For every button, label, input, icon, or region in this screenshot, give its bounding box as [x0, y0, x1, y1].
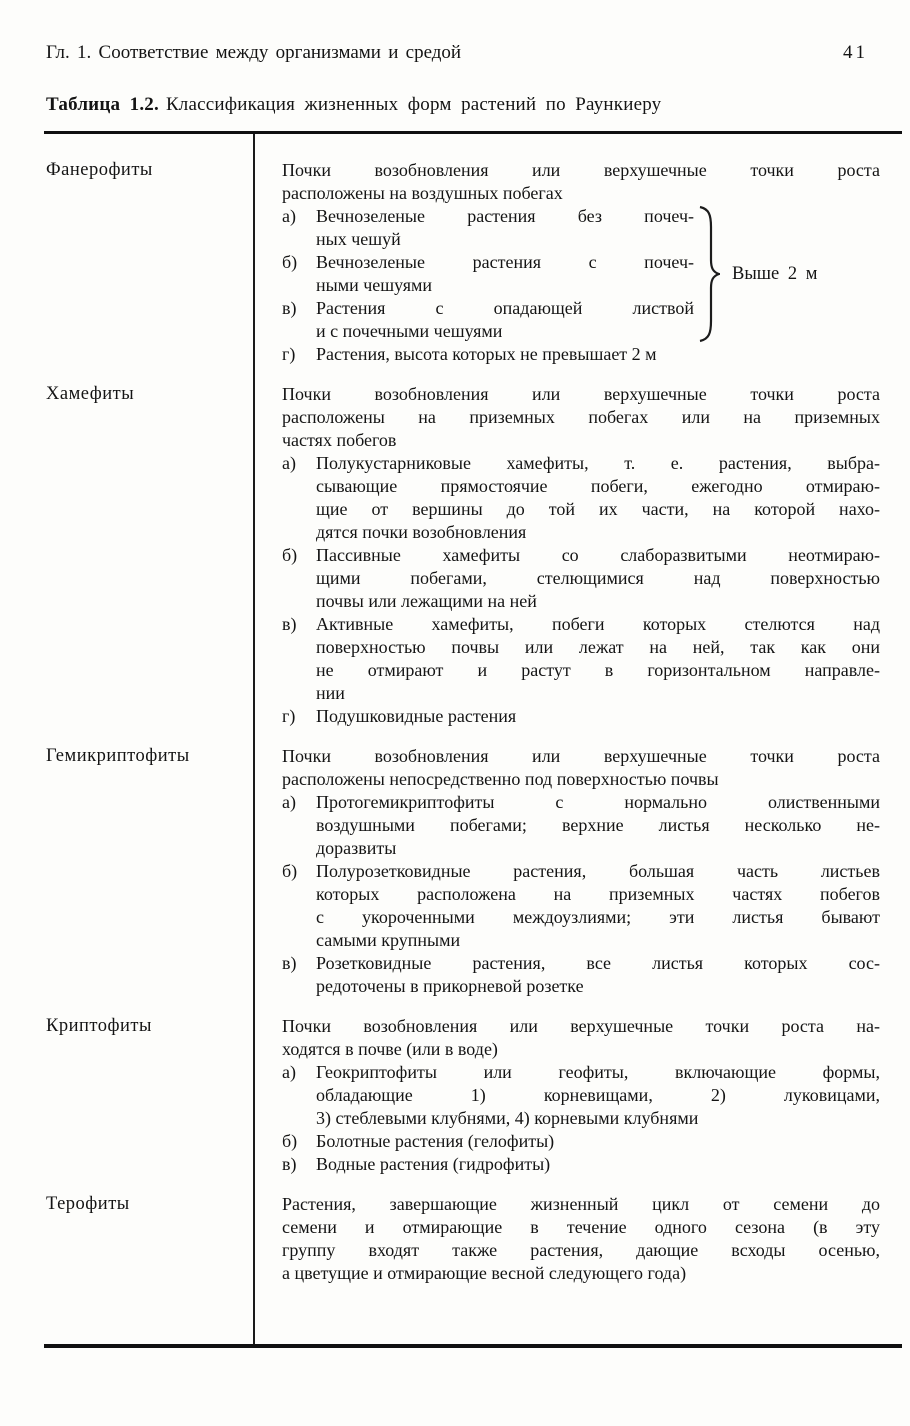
- item-marker: а): [282, 453, 296, 473]
- item-text: [316, 1153, 880, 1176]
- page-number: 41: [843, 42, 868, 63]
- chapter-heading: Гл. 1. Соответствие между организмами и средой: [46, 42, 462, 63]
- text-line: Растения, высота которых не превышает 2 м: [316, 344, 657, 364]
- item-text: [316, 613, 880, 705]
- item-text: [316, 297, 694, 343]
- paragraph: [282, 159, 880, 205]
- item-marker: в): [282, 1154, 297, 1174]
- text-line: семени и отмирающие в течение одного сезона (в эту: [282, 1217, 880, 1237]
- list-item: [282, 1061, 880, 1130]
- text-line: частях побегов: [282, 430, 397, 450]
- text-line: Вечнозеленые растения с почеч-: [316, 252, 694, 272]
- text-line: группу входят также растения, дающие всходы осенью,: [282, 1240, 880, 1260]
- list-item: [282, 544, 880, 613]
- item-marker: в): [282, 614, 297, 634]
- text-line: Активные хамефиты, побеги которых стелются над: [316, 614, 880, 634]
- text-line: не отмирают и растут в горизонтальном направле-: [316, 660, 880, 680]
- caption-text: Классификация жизненных форм растений по Раункиеру: [165, 94, 662, 115]
- item-text: [316, 343, 880, 366]
- item-text: [316, 952, 880, 998]
- list-item: [282, 952, 880, 998]
- text-line: Почки возобновления или верхушечные точки роста на-: [282, 1016, 880, 1036]
- item-text: [316, 791, 880, 860]
- text-line: а цветущие и отмирающие весной следующего года): [282, 1263, 687, 1283]
- text-line: расположены на приземных побегах или на приземных: [282, 407, 880, 427]
- term-label: Хамефиты: [46, 384, 135, 404]
- term-label: Терофиты: [46, 1194, 130, 1214]
- text-line: Растения, завершающие жизненный цикл от семени до: [282, 1194, 880, 1214]
- item-text: [316, 251, 694, 297]
- list-item: [282, 1153, 880, 1176]
- text-line: щие от вершины до той их части, на которой нахо-: [316, 499, 880, 519]
- list-item: [282, 613, 880, 705]
- paragraph: [282, 745, 880, 791]
- text-line: самыми крупными: [316, 930, 461, 950]
- item-text: [316, 544, 880, 613]
- list-item: [282, 251, 694, 297]
- text-line: Растения с опадающей листвой: [316, 298, 694, 318]
- table-row: [0, 1193, 910, 1285]
- brace-icon: [698, 205, 720, 343]
- row-content: [254, 1193, 910, 1285]
- brace-label: Выше 2 м: [732, 263, 818, 284]
- text-line: Вечнозеленые растения без почеч-: [316, 206, 694, 226]
- list-item: [282, 452, 880, 544]
- text-line: Розетковидные растения, все листья которых сос-: [316, 953, 880, 973]
- caption-label: Таблица 1.2.: [46, 94, 159, 115]
- item-marker: а): [282, 1062, 296, 1082]
- text-line: обладающие 1) корневищами, 2) луковицами,: [316, 1085, 880, 1105]
- text-line: поверхностью почвы или лежат на ней, так как они: [316, 637, 880, 657]
- table-row: [0, 1015, 910, 1176]
- text-line: расположены на воздушных побегах: [282, 183, 563, 203]
- item-marker: а): [282, 792, 296, 812]
- item-text: [316, 705, 880, 728]
- item-marker: в): [282, 953, 297, 973]
- list-item: [282, 705, 880, 728]
- list-item: [282, 1130, 880, 1153]
- text-line: Почки возобновления или верхушечные точки роста: [282, 160, 880, 180]
- item-marker: в): [282, 298, 297, 318]
- table-bottom-rule: [44, 1344, 902, 1348]
- text-line: Протогемикриптофиты с нормально олиственными: [316, 792, 880, 812]
- item-marker: г): [282, 344, 296, 364]
- paragraph: [282, 383, 880, 452]
- row-content: [254, 1015, 910, 1176]
- paragraph: [282, 1193, 880, 1285]
- text-line: Подушковидные растения: [316, 706, 517, 726]
- paragraph: [282, 1015, 880, 1061]
- text-line: дятся почки возобновления: [316, 522, 527, 542]
- text-line: и с почечными чешуями: [316, 321, 503, 341]
- braced-group: [282, 205, 880, 343]
- table-row: [0, 745, 910, 998]
- text-line: Водные растения (гидрофиты): [316, 1154, 551, 1174]
- item-marker: б): [282, 545, 298, 565]
- item-marker: а): [282, 206, 296, 226]
- text-line: Почки возобновления или верхушечные точки роста: [282, 384, 880, 404]
- text-line: расположены непосредственно под поверхностью почвы: [282, 769, 719, 789]
- item-text: [316, 205, 694, 251]
- list-item: [282, 205, 694, 251]
- table-row: [0, 159, 910, 366]
- text-line: доразвиты: [316, 838, 397, 858]
- text-line: нии: [316, 683, 345, 703]
- term-label: Фанерофиты: [46, 160, 153, 180]
- text-line: Геокриптофиты или геофиты, включающие формы,: [316, 1062, 880, 1082]
- list-item: [282, 791, 880, 860]
- text-line: Полукустарниковые хамефиты, т. е. растения, выбра-: [316, 453, 880, 473]
- item-text: [316, 452, 880, 544]
- item-text: [316, 1130, 880, 1153]
- text-line: щими побегами, стелющимися над поверхностью: [316, 568, 880, 588]
- text-line: ходятся в почве (или в воде): [282, 1039, 498, 1059]
- item-marker: б): [282, 1131, 298, 1151]
- text-line: ных чешуй: [316, 229, 401, 249]
- text-line: с укороченными междоузлиями; эти листья бывают: [316, 907, 880, 927]
- term-label: Криптофиты: [46, 1016, 152, 1036]
- list-item: [282, 860, 880, 952]
- text-line: Болотные растения (гелофиты): [316, 1131, 555, 1151]
- text-line: Почки возобновления или верхушечные точки роста: [282, 746, 880, 766]
- text-line: сывающие прямостоячие побеги, ежегодно отмираю-: [316, 476, 880, 496]
- item-marker: г): [282, 706, 296, 726]
- list-item: [282, 297, 694, 343]
- braced-items: [282, 205, 694, 343]
- text-line: 3) стеблевыми клубнями, 4) корневыми клубнями: [316, 1108, 699, 1128]
- term-label: Гемикриптофиты: [46, 746, 190, 766]
- text-line: почвы или лежащими на ней: [316, 591, 537, 611]
- row-content: [254, 383, 910, 728]
- item-text: [316, 860, 880, 952]
- text-line: которых расположена на приземных частях побегов: [316, 884, 880, 904]
- table-rows: [0, 135, 910, 1285]
- text-line: Пассивные хамефиты со слаборазвитыми неотмираю-: [316, 545, 880, 565]
- table-caption: [46, 94, 868, 116]
- item-marker: б): [282, 861, 298, 881]
- table-row: [0, 383, 910, 728]
- text-line: редоточены в прикорневой розетке: [316, 976, 584, 996]
- item-marker: б): [282, 252, 298, 272]
- page-header: [46, 42, 868, 64]
- row-content: [254, 745, 910, 998]
- row-content: [254, 159, 910, 366]
- item-text: [316, 1061, 880, 1130]
- list-item: [282, 343, 880, 366]
- text-line: ными чешуями: [316, 275, 433, 295]
- table-top-rule: [44, 131, 902, 134]
- text-line: воздушными побегами; верхние листья несколько не-: [316, 815, 880, 835]
- text-line: Полурозетковидные растения, большая часть листьев: [316, 861, 880, 881]
